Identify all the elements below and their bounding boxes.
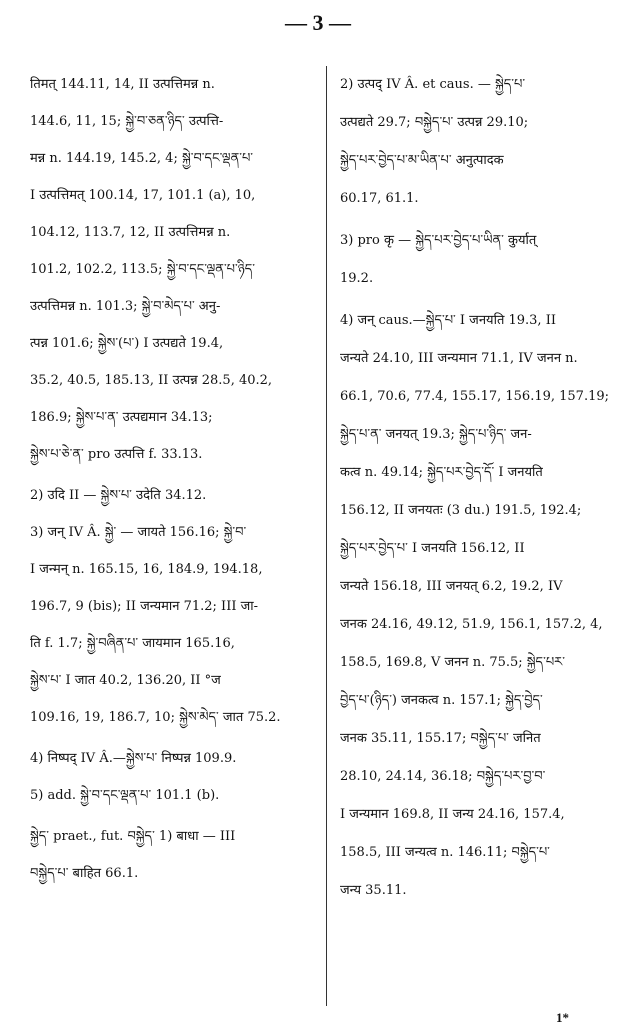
text-line: उत्पत्तिमन्न n. 101.3; སྐྱེ་བ་མེད་པ་ अनु-: [30, 299, 221, 314]
text-line: जनक 24.16, 49.12, 51.9, 156.1, 157.2, 4,: [340, 617, 603, 632]
text-line: 158.5, 169.8, V जनन n. 75.5; སྐྱེད་པར་: [340, 655, 565, 670]
text-line: 66.1, 70.6, 77.4, 155.17, 156.19, 157.19;: [340, 389, 610, 404]
text-line: 28.10, 24.14, 36.18; བསྐྱེད་པར་བྱ་བ་: [340, 769, 546, 784]
left-column: [30, 66, 312, 892]
text-line: त्पन्न 101.6; སྐྱེས་(པ་) I उत्पद्यते 19.4,: [30, 336, 224, 351]
text-line: ति f. 1.7; སྐྱེ་བཞིན་པ་ जायमान 165.16,: [30, 636, 235, 651]
text-line: 60.17, 61.1.: [340, 191, 419, 206]
entry-heading: 3) pro कृ — སྐྱེད་པར་བྱེད་པ་ཡིན་ कुर्यात्: [340, 233, 537, 248]
text-line: སྐྱེད་པར་བྱེད་པ་མ་ཡིན་པ་ अनुत्पादक: [340, 153, 504, 168]
headword-line: སྐྱེད་ praet., fut. བསྐྱེད་ 1) बाधा — III: [30, 829, 236, 844]
text-line: སྐྱེད་པར་བྱེད་པ་ I जनयति 156.12, II: [340, 541, 525, 556]
entry-heading: 3) जन् IV Â. སྐྱེ་ — जायते 156.16; སྐྱེ་བ་: [30, 525, 247, 540]
column-divider: [326, 66, 327, 1006]
text-line: जन्यते 156.18, III जनयत् 6.2, 19.2, IV: [340, 579, 563, 594]
text-line: སྐྱེས་པ་ཅེ་ན་ pro उत्पत्ति f. 33.13.: [30, 447, 203, 462]
entry-heading: 4) निष्पद् IV Â.—སྐྱེས་པ་ निष्पन्न 109.9.: [30, 751, 237, 766]
text-line: 158.5, III जन्यत्व n. 146.11; བསྐྱེད་པ་: [340, 845, 550, 860]
right-column: [340, 66, 618, 910]
text-line: 144.6, 11, 15; སྐྱེ་བ་ཅན་ཉིད་ उत्पत्ति-: [30, 114, 224, 129]
text-line: 109.16, 19, 186.7, 10; སྐྱེས་མེད་ जात 75.2.: [30, 710, 281, 725]
text-line: I उत्पत्तिमत् 100.14, 17, 101.1 (a), 10,: [30, 188, 256, 203]
entry-heading: 4) जन् caus.—སྐྱེད་པ་ I जनयति 19.3, II: [340, 313, 556, 328]
text-line: བསྐྱེད་པ་ बाहित 66.1.: [30, 866, 139, 881]
text-line: 104.12, 113.7, 12, II उत्पत्तिमन्न n.: [30, 225, 231, 240]
page-number: — 3 —: [285, 10, 351, 35]
text-line: སྐྱེས་པ་ I जात 40.2, 136.20, II °ज: [30, 673, 221, 688]
entry-heading: 2) उत्पद् IV Â. et caus. — སྐྱེད་པ་: [340, 77, 526, 92]
text-line: जनक 35.11, 155.17; བསྐྱེད་པ་ जनित: [340, 731, 541, 746]
text-line: སྐྱེད་པ་ན་ जनयत् 19.3; སྐྱེད་པ་ཉིད་ जन-: [340, 427, 532, 442]
text-line: जन्यते 24.10, III जन्यमान 71.1, IV जनन n.: [340, 351, 578, 366]
signature-mark: 1*: [556, 1010, 569, 1025]
text-line: उत्पद्यते 29.7; བསྐྱེད་པ་ उत्पन्न 29.10;: [340, 115, 529, 130]
text-line: मन्न n. 144.19, 145.2, 4; སྐྱེ་བ་དང་ལྡན་པ་: [30, 151, 254, 166]
entry-heading: 5) add. སྐྱེ་བ་དང་ལྡན་པ་ 101.1 (b).: [30, 788, 220, 803]
text-line: I जन्यमान 169.8, II जन्य 24.16, 157.4,: [340, 807, 565, 822]
text-line: 186.9; སྐྱེས་པ་ན་ उत्पद्यमान 34.13;: [30, 410, 213, 425]
text-line: 35.2, 40.5, 185.13, II उत्पन्न 28.5, 40.2,: [30, 373, 273, 388]
text-line: जन्य 35.11.: [340, 883, 407, 898]
text-line: I जन्मन् n. 165.15, 16, 184.9, 194.18,: [30, 562, 263, 577]
text-line: 101.2, 102.2, 113.5; སྐྱེ་བ་དང་ལྡན་པ་ཉིད་: [30, 262, 255, 277]
text-line: བྱེད་པ་(ཉིད་) जनकत्व n. 157.1; སྐྱེད་བྱེད་: [340, 693, 543, 708]
text-line: तिमत् 144.11, 14, II उत्पत्तिमन्न n.: [30, 77, 215, 92]
text-line: 196.7, 9 (bis); II जन्यमान 71.2; III जा-: [30, 599, 259, 614]
text-line: 19.2.: [340, 271, 374, 286]
entry-heading: 2) उदि II — སྐྱེས་པ་ उदेति 34.12.: [30, 488, 207, 503]
text-line: कत्व n. 49.14; སྐྱེད་པར་བྱེད་དོ་ I जनयति: [340, 465, 543, 480]
text-line: 156.12, II जनयतः (3 du.) 191.5, 192.4;: [340, 503, 582, 518]
